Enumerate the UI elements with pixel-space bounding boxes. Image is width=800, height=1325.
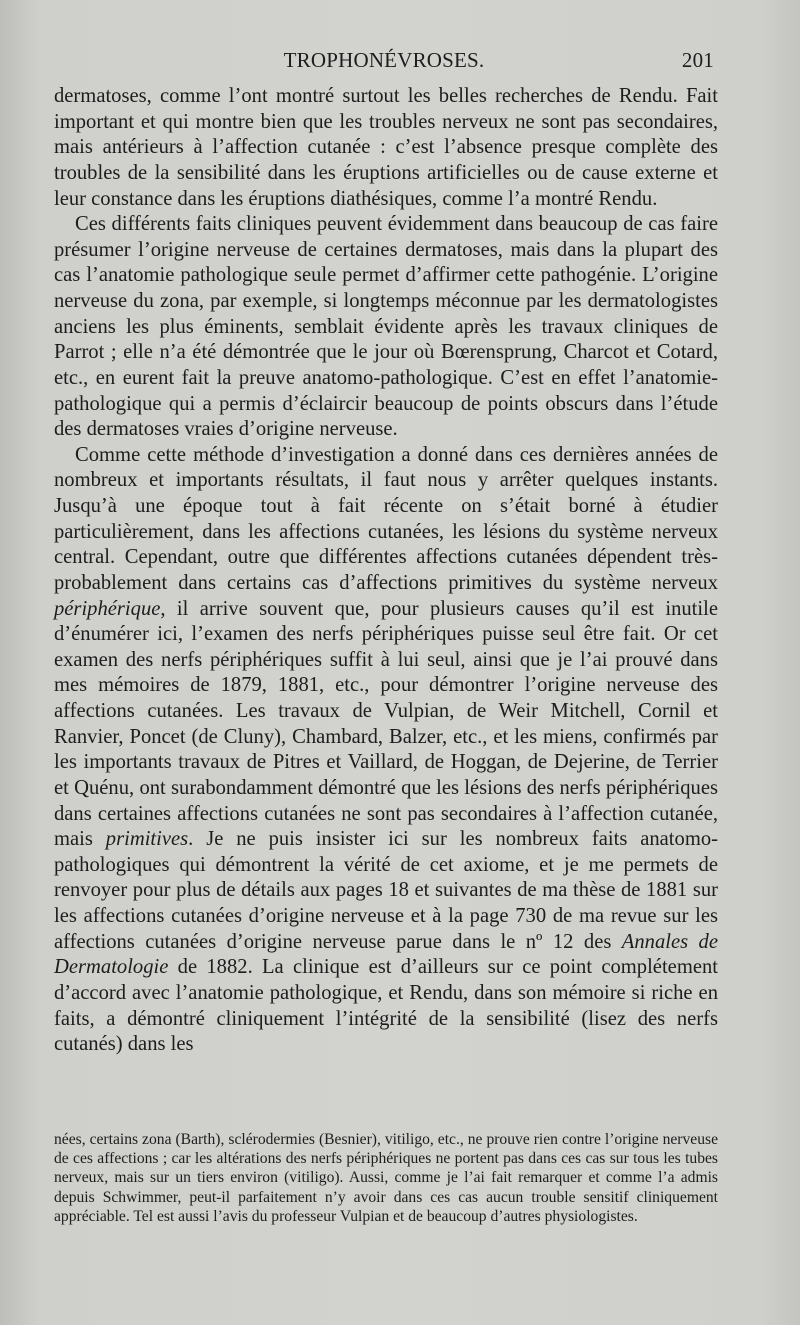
paragraph-1: dermatoses, comme l’ont montré surtout les belles recherches de Rendu. Fait important et qui montre bien que les troubles nerveux ne sont pas secondaires, mais antérieurs à l’affection cutanée : c’est l’absence presque complète des troubles de la sensibilité dans les éruptions artificielles ou de cause externe et leur constance dans les éruptions diathésiques, comme l’a montré Rendu. — [54, 85, 718, 210]
paragraph-3 — [54, 443, 718, 1058]
footnote-text: nées, certains zona (Barth), sclérodermies (Besnier), vitiligo, etc., ne prouve rien contre l’origine nerveuse de ces affections ; car les altérations des nerfs périphériques ne portent pas dans ces cas sur tous les tubes nerveux, mais sur un tiers environ (vitiligo). Aussi, comme je l’ai fait remarquer et comme l’a admis depuis Schwimmer, peut-il parfaitement n’y avoir dans ces cas aucun trouble sensitif cliniquement appréciable. Tel est aussi l’avis du professeur Vulpian et de beaucoup d’autres physiologistes. — [54, 1131, 718, 1225]
paragraph-2: Ces différents faits cliniques peuvent évidemment dans beaucoup de cas faire présumer l’origine nerveuse de certaines dermatoses, mais dans la plupart des cas l’anatomie pathologique seule permet d’affirmer cette pathogénie. L’origine nerveuse du zona, par exemple, si longtemps méconnue par les dermatologistes anciens les plus éminents, semblait évidente après les travaux cliniques de Parrot ; elle n’a été démontrée que le jour où Bœrensprung, Charcot et Cotard, etc., en eurent fait la preuve anatomo-pathologique. C’est en effet l’anatomie-pathologique qui a permis d’éclaircir beaucoup de points obscurs dans l’étude des dermatoses vraies d’origine nerveuse. — [54, 213, 718, 441]
italic-peripherique: périphérique — [54, 597, 161, 620]
paragraph-3-part-b: , il arrive souvent que, pour plusieurs causes qu’il est inutile d’énumérer ici, l’examen des nerfs périphériques puisse seul être fait. Or cet examen des nerfs périphériques suffit à lui seul, ainsi que je l’ai prouvé dans mes mémoires de 1879, 1881, etc., pour démontrer l’origine nerveuse des affections cutanées. Les travaux de Vulpian, de Weir Mitchell, Cornil et Ranvier, Poncet (de Cluny), Chambard, Balzer, etc., et les miens, confirmés par les importants travaux de Pitres et Vaillard, de Hoggan, de Dejerine, de Terrier et Quénu, ont surabondamment démontré que les lésions des nerfs périphériques dans certaines affections cutanées ne sont pas secondaires à l’affection cutanée, mais — [54, 597, 718, 851]
page-number: 201 — [681, 48, 714, 72]
paragraph-3-part-d: de 1882. La clinique est d’ailleurs sur ce point complétement d’accord avec l’anatomie pathologique, et Rendu, dans son mémoire si riche en faits, a démontré cliniquement l’intégrité de la sensibilité (lisez des nerfs cutanés) dans les — [54, 956, 718, 1056]
paragraph-3-part-a: Comme cette méthode d’investigation a donné dans ces dernières années de nombreux et importants résultats, il faut nous y arrêter quelques instants. Jusqu’à une époque tout à fait récente on s’était borné à étudier particulièrement, dans les affections cutanées, les lésions du système nerveux central. Cependant, outre que différentes affections cutanées dépendent très-probablement dans certains cas d’affections primitives du système nerveux — [54, 443, 718, 594]
running-head: TROPHONÉVROSES. — [283, 48, 485, 72]
footnote — [54, 1130, 718, 1226]
main-text — [54, 84, 718, 1058]
paragraph-3-part-c: . Je ne puis insister ici sur les nombreux faits anatomo-pathologiques qui démontrent la vérité de cet axiome, et je me permets de renvoyer pour plus de détails aux pages 18 et suivantes de ma thèse de 1881 sur les affections cutanées d’origine nerveuse et à la page 730 de ma revue sur les affections cutanées d’origine nerveuse parue dans le nº 12 des — [54, 828, 718, 953]
italic-primitives: primitives — [105, 828, 189, 851]
page-header — [54, 48, 714, 78]
italic-journal-title: Annales de Dermatologie — [54, 930, 718, 979]
